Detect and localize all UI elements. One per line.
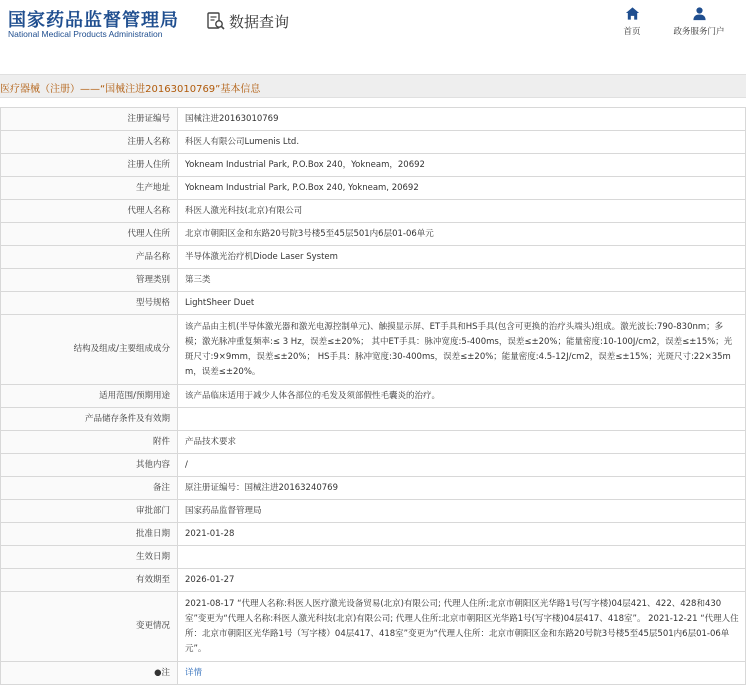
row-value xyxy=(178,408,746,431)
row-value: 2021-01-28 xyxy=(178,523,746,546)
table-row xyxy=(1,523,746,546)
row-label: 型号规格 xyxy=(1,292,178,315)
row-value xyxy=(178,546,746,569)
row-value: 2021-08-17 “代理人名称:科医人医疗激光设备贸易(北京)有限公司; 代理人住所:北京市朝阳区光华路1号(写字楼)04层421、422、428和430室”变更为“代理人名称:科医人激光科技(北京)有限公司; 代理人住所:北京市朝阳区光华路1号(写字楼)04层417、418室”。 2021-12-21 “代理人住所：北京市朝阳区光华路1号（写字楼）04层417、418室”变更为“代理人住所：北京市朝阳区金和东路20号院3号楼5至45层501内6层01-06单元”。 xyxy=(178,592,746,662)
table-row xyxy=(1,269,746,292)
row-value: Yokneam Industrial Park, P.O.Box 240，Yokneam，20692 xyxy=(178,154,746,177)
site-logo-en: National Medical Products Administration xyxy=(8,29,163,39)
row-value: 2026-01-27 xyxy=(178,569,746,592)
row-value: 科医人有限公司Lumenis Ltd. xyxy=(178,131,746,154)
row-label: 产品名称 xyxy=(1,246,178,269)
page-title-bar xyxy=(0,74,746,98)
home-icon xyxy=(625,6,640,21)
nav-home-label: 首页 xyxy=(623,27,641,37)
row-label: 代理人名称 xyxy=(1,200,178,223)
row-label: 适用范围/预期用途 xyxy=(1,385,178,408)
detail-link[interactable]: 详情 xyxy=(185,667,203,678)
row-value: 第三类 xyxy=(178,269,746,292)
row-label: 生产地址 xyxy=(1,177,178,200)
table-row xyxy=(1,431,746,454)
table-row xyxy=(1,569,746,592)
table-row xyxy=(1,315,746,385)
row-label: 结构及组成/主要组成成分 xyxy=(1,315,178,385)
row-value: 国家药品监督管理局 xyxy=(178,500,746,523)
row-label: 附件 xyxy=(1,431,178,454)
row-label: 变更情况 xyxy=(1,592,178,662)
table-row xyxy=(1,385,746,408)
document-search-icon xyxy=(206,11,226,31)
row-label: 代理人住所 xyxy=(1,223,178,246)
row-label: 注册人名称 xyxy=(1,131,178,154)
row-value: Yokneam Industrial Park, P.O.Box 240, Yokneam, 20692 xyxy=(178,177,746,200)
row-label: 生效日期 xyxy=(1,546,178,569)
table-row xyxy=(1,662,746,685)
site-header xyxy=(0,0,746,46)
table-row xyxy=(1,154,746,177)
table-row xyxy=(1,246,746,269)
page-title: 医疗器械（注册）——“国械注进20163010769”基本信息 xyxy=(0,84,261,95)
table-row xyxy=(1,546,746,569)
row-value: LightSheer Duet xyxy=(178,292,746,315)
row-label: 审批部门 xyxy=(1,500,178,523)
row-value: 原注册证编号：国械注进20163240769 xyxy=(178,477,746,500)
row-label: 其他内容 xyxy=(1,454,178,477)
site-logo-cn[interactable]: 国家药品监督管理局 xyxy=(8,10,179,31)
row-value: 国械注进20163010769 xyxy=(178,108,746,131)
table-row xyxy=(1,223,746,246)
user-icon xyxy=(692,6,707,21)
table-row xyxy=(1,454,746,477)
table-row xyxy=(1,131,746,154)
row-value: 产品技术要求 xyxy=(178,431,746,454)
table-row xyxy=(1,108,746,131)
row-value: 科医人激光科技(北京)有限公司 xyxy=(178,200,746,223)
nav-service-portal[interactable] xyxy=(667,6,731,37)
table-row xyxy=(1,408,746,431)
bullet-icon: ● xyxy=(154,667,162,678)
data-query-section xyxy=(206,10,289,32)
table-row xyxy=(1,500,746,523)
table-row xyxy=(1,592,746,662)
row-value: / xyxy=(178,454,746,477)
nav-service-portal-label: 政务服务门户 xyxy=(673,27,725,37)
table-row xyxy=(1,292,746,315)
row-label: 管理类别 xyxy=(1,269,178,292)
registration-info-table xyxy=(0,107,746,685)
table-row xyxy=(1,177,746,200)
row-value: 该产品临床适用于减少人体各部位的毛发及须部假性毛囊炎的治疗。 xyxy=(178,385,746,408)
row-label-note xyxy=(1,662,178,685)
row-label: 批准日期 xyxy=(1,523,178,546)
row-value: 北京市朝阳区金和东路20号院3号楼5至45层501内6层01-06单元 xyxy=(178,223,746,246)
table-row xyxy=(1,477,746,500)
nav-home[interactable] xyxy=(600,6,664,37)
row-value xyxy=(178,662,746,685)
row-label: 产品储存条件及有效期 xyxy=(1,408,178,431)
data-query-title: 数据查询 xyxy=(229,12,290,31)
note-label: 注 xyxy=(161,667,170,678)
row-label: 注册证编号 xyxy=(1,108,178,131)
row-value: 半导体激光治疗机Diode Laser System xyxy=(178,246,746,269)
row-label: 备注 xyxy=(1,477,178,500)
row-value: 该产品由主机(半导体激光器和激光电源控制单元)、触摸显示屏、ET手具和HS手具(包含可更换的治疗头端头)组成。激光波长:790-830nm；多模；激光脉冲重复频率:≤ 3 Hz，误差≤±20%； 其中ET手具：脉冲宽度:5-400ms，误差≤±20%；能量密度:10-100J/cm2，误差≤±15%；光斑尺寸:9×9mm，误差≤±20%； HS手具：脉冲宽度:30-400ms，误差≤±20%；能量密度:4.5-12J/cm2，误差≤±15%；光斑尺寸:22×35mm，误差≤±20%。 xyxy=(178,315,746,385)
row-label: 注册人住所 xyxy=(1,154,178,177)
row-label: 有效期至 xyxy=(1,569,178,592)
table-row xyxy=(1,200,746,223)
